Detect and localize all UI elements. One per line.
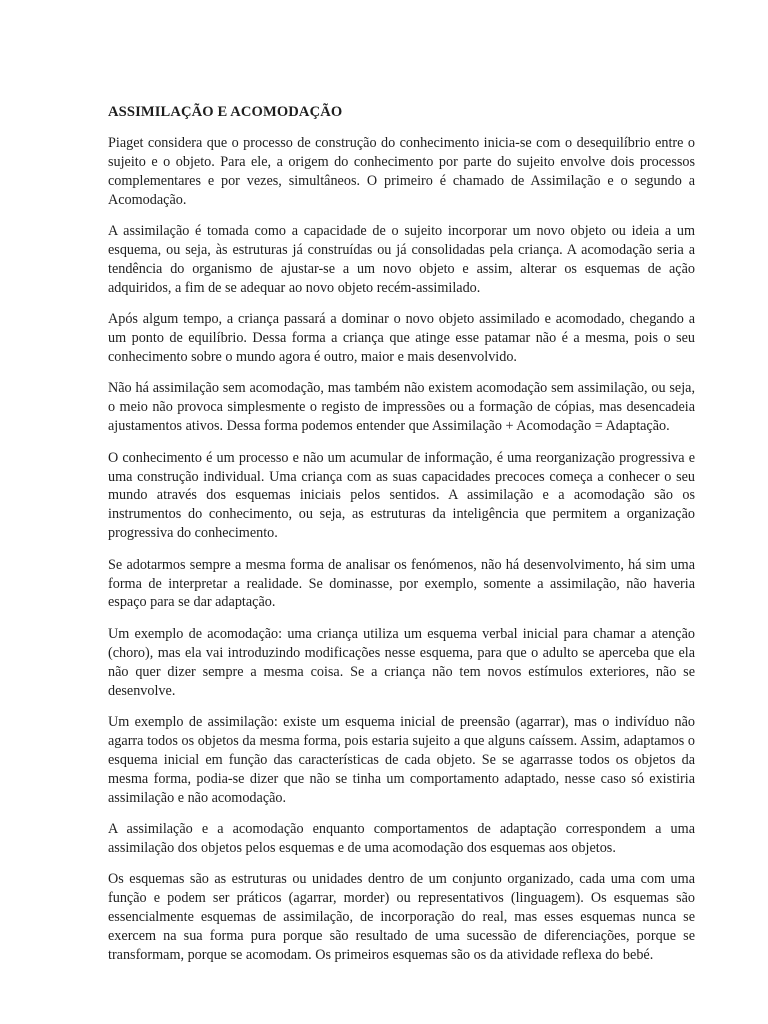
document-title: ASSIMILAÇÃO E ACOMODAÇÃO: [108, 104, 343, 120]
paragraph-schemas: Os esquemas são as estruturas ou unidades dentro de um conjunto organizado, cada uma com uma função e podem ser práticos (agarrar, morder) ou representativos (linguagem). Os esquemas são essencialmente esquemas de assimilação, de incorporação do real, mas esses esquemas nunca se exercem na sua forma pura porque são resultado de uma sucessão de diferenciações, porque se transformam, porque se acomodam. Os primeiros esquemas são os da atividade reflexa do bebé.: [108, 871, 695, 963]
paragraph-piaget-intro: Piaget considera que o processo de construção do conhecimento inicia-se com o desequilíbrio entre o sujeito e o objeto. Para ele, a origem do conhecimento por parte do sujeito envolve dois processos complementares e por vezes, simultâneos. O primeiro é chamado de Assimilação e o segundo a Acomodação.: [108, 134, 695, 208]
paragraph-equilibrium: Após algum tempo, a criança passará a dominar o novo objeto assimilado e acomodado, chegando a um ponto de equilíbrio. Dessa forma a criança que atinge esse patamar não é a mesma, pois o seu conhecimento sobre o mundo agora é outro, maior e mais desenvolvido.: [108, 311, 695, 365]
document-page: [108, 103, 695, 977]
paragraph-knowledge-process: O conhecimento é um processo e não um acumular de informação, é uma reorganização progressiva e uma construção individual. Uma criança com as suas capacidades precoces começa a conhecer o seu mundo através dos esquemas iniciais pelos sentidos. A assimilação e a acomodação são os instrumentos do conhecimento, ou seja, as estruturas da inteligência que permitem a organização progressiva do conhecimento.: [108, 449, 695, 542]
paragraph-development: Se adotarmos sempre a mesma forma de analisar os fenómenos, não há desenvolvimento, há sim uma forma de interpretar a realidade. Se dominasse, por exemplo, somente a assimilação, não haveria espaço para se dar adaptação.: [108, 556, 695, 611]
paragraph-adaptation: Não há assimilação sem acomodação, mas também não existem acomodação sem assimilação, ou seja, o meio não provoca simplesmente o registo de impressões ou a formação de cópias, mas desencadeia ajustamentos ativos. Dessa forma podemos entender que Assimilação + Acomodação = Adaptação.: [108, 380, 695, 435]
paragraph-adaptive-behaviors: A assimilação e a acomodação enquanto comportamentos de adaptação correspondem a uma assimilação dos objetos pelos esquemas e de uma acomodação dos esquemas aos objetos.: [108, 821, 695, 856]
paragraph-assimilation-example: Um exemplo de assimilação: existe um esquema inicial de preensão (agarrar), mas o indivíduo não agarra todos os objetos da mesma forma, pois estaria sujeito a que alguns caíssem. Assim, adaptamos o esquema inicial em função das características de cada objeto. Se se agarrasse todos os objetos da mesma forma, podia-se dizer que não se tinha um comportamento adaptado, nesse caso só existiria assimilação e não acomodação.: [108, 713, 695, 806]
paragraph-assimilation-definition: A assimilação é tomada como a capacidade de o sujeito incorporar um novo objeto ou ideia a um esquema, ou seja, às estruturas já construídas ou já consolidadas pela criança. A acomodação seria a tendência do organismo de ajustar-se a um novo objeto e assim, alterar os esquemas de ação adquiridos, a fim de se adequar ao novo objeto recém-assimilado.: [108, 223, 695, 296]
paragraph-accommodation-example: Um exemplo de acomodação: uma criança utiliza um esquema verbal inicial para chamar a atenção (choro), mas ela vai introduzindo modificações nesse esquema, para que o adulto se aperceba que ela não quer dizer sempre a mesma coisa. Se a criança não tem novos estímulos exteriores, não se desenvolve.: [108, 625, 695, 699]
